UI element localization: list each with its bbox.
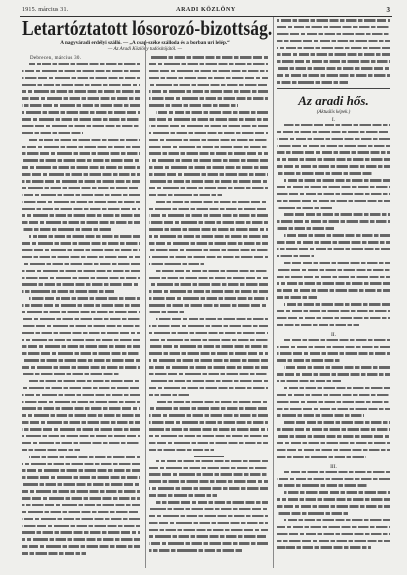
text-line: [277, 74, 390, 77]
text-line: [284, 421, 390, 424]
text-line: [22, 70, 140, 73]
column-rule: [145, 40, 146, 568]
text-line: [22, 304, 140, 307]
body-paragraph: [277, 124, 390, 175]
text-line: [22, 511, 140, 514]
text-line: [277, 498, 390, 501]
text-line: [149, 132, 268, 135]
body-paragraph: [277, 387, 390, 417]
text-line: [284, 234, 390, 237]
text-line: [22, 270, 140, 273]
text-line: [22, 352, 140, 355]
text-line: [149, 529, 268, 532]
text-line: [149, 180, 268, 183]
text-line: [277, 145, 390, 148]
text-line: [284, 213, 390, 216]
text-line: [22, 407, 140, 410]
text-line: [149, 208, 268, 211]
text-line: [284, 471, 390, 474]
text-line: [149, 442, 268, 445]
body-paragraph: [149, 501, 268, 552]
text-line: [29, 456, 140, 459]
text-line: [277, 81, 348, 84]
body-paragraph: [277, 262, 390, 299]
text-line: [149, 304, 268, 307]
text-line: [22, 325, 140, 328]
text-line: [149, 63, 268, 66]
text-line: [284, 519, 390, 522]
text-line: [149, 84, 268, 87]
text-line: [277, 380, 341, 383]
text-line: [29, 63, 140, 66]
text-line: [22, 159, 140, 162]
text-line: [156, 270, 268, 273]
text-line: [277, 310, 390, 313]
text-line: [277, 442, 390, 445]
text-line: [277, 324, 359, 327]
text-line: [22, 545, 140, 548]
body-paragraph: [22, 139, 140, 231]
text-line: [149, 414, 268, 417]
text-line: [149, 283, 268, 286]
text-line: [149, 249, 268, 252]
text-line: [149, 159, 268, 162]
text-line: [22, 290, 114, 293]
text-line: [149, 494, 217, 497]
body-paragraph: [149, 201, 268, 266]
text-line: [22, 483, 140, 486]
text-line: [284, 303, 390, 306]
masthead: [22, 6, 390, 15]
text-line: [149, 332, 268, 335]
body-paragraph: [149, 111, 268, 196]
article-subhead: A nagyváradi erdélyi szálló. — „A csap-széke szálloda és a borban uri lelép.“: [60, 40, 230, 46]
text-line: [29, 235, 140, 238]
text-line: [22, 311, 140, 314]
body-paragraph: [277, 339, 390, 362]
left-column: [22, 56, 140, 559]
text-line: [277, 60, 390, 63]
right-column-continued-text: [277, 19, 390, 84]
text-line: [149, 311, 185, 314]
text-line: [149, 366, 268, 369]
text-line: [22, 152, 140, 155]
text-line: [22, 249, 140, 252]
text-line: [22, 387, 140, 390]
body-paragraph: [149, 56, 268, 107]
text-line: [22, 373, 119, 376]
text-line: [22, 463, 140, 466]
text-line: [22, 339, 140, 342]
text-line: [277, 269, 390, 272]
text-line: [277, 346, 390, 349]
body-paragraph: [149, 460, 268, 497]
text-line: [149, 277, 268, 280]
text-line: [29, 139, 140, 142]
text-line: [22, 97, 140, 100]
text-line: [277, 276, 390, 279]
text-line: [22, 90, 140, 93]
text-line: [149, 542, 268, 545]
issue-date: 1915. március 31.: [22, 7, 69, 13]
text-line: [149, 97, 268, 100]
text-line: [277, 255, 314, 258]
text-line: [22, 518, 140, 521]
text-line: [277, 151, 390, 154]
middle-column-body: [149, 56, 268, 451]
text-line: [22, 421, 140, 424]
text-line: [284, 179, 390, 182]
text-line: [22, 504, 140, 507]
text-line: [156, 111, 268, 114]
text-line: [277, 26, 390, 29]
text-line: [277, 373, 390, 376]
text-line: [277, 546, 371, 549]
text-line: [22, 283, 140, 286]
text-line: [277, 505, 390, 508]
text-line: [149, 487, 268, 490]
text-line: [284, 491, 390, 494]
text-line: [22, 332, 140, 335]
text-line: [149, 467, 268, 470]
text-line: [22, 263, 140, 266]
text-line: [22, 401, 140, 404]
middle-column-second-article: [149, 460, 268, 552]
text-line: [22, 538, 140, 541]
text-line: [22, 366, 140, 369]
text-line: [22, 187, 140, 190]
text-line: [149, 373, 268, 376]
text-line: [149, 380, 268, 383]
text-line: [149, 70, 268, 73]
text-line: [149, 152, 268, 155]
text-line: [277, 435, 390, 438]
text-line: [277, 207, 332, 210]
text-line: [149, 104, 238, 107]
text-line: [22, 132, 83, 135]
text-line: [149, 549, 242, 552]
text-line: [149, 290, 268, 293]
text-line: [149, 242, 268, 245]
text-line: [277, 248, 390, 251]
text-line: [149, 421, 268, 424]
text-line: [156, 201, 268, 204]
feature-subtitle: (Aktuális képek.): [316, 109, 351, 115]
section-number: I.: [331, 116, 336, 123]
body-paragraph: [22, 380, 140, 451]
text-line: [22, 173, 140, 176]
text-line: [22, 166, 140, 169]
text-line: [22, 525, 140, 528]
text-line: [277, 33, 390, 36]
text-line: [22, 256, 140, 259]
text-line: [149, 235, 268, 238]
text-line: [149, 187, 268, 190]
text-line: [277, 67, 390, 70]
text-line: [22, 552, 86, 555]
text-line: [149, 297, 268, 300]
text-line: [277, 352, 390, 355]
text-line: [29, 297, 140, 300]
text-line: [22, 345, 140, 348]
text-line: [22, 442, 140, 445]
text-line: [277, 138, 390, 141]
text-line: [277, 227, 334, 230]
body-paragraph: [149, 401, 268, 452]
text-line: [22, 194, 140, 197]
text-line: [22, 394, 140, 397]
text-line: [22, 476, 140, 479]
text-line: [156, 318, 268, 321]
text-line: [277, 220, 390, 223]
newspaper-name: ARADI KÖZLÖNY: [176, 7, 236, 13]
article-byline: — Az Aradi Közlöny tudósítójától. —: [107, 47, 183, 52]
text-line: [22, 414, 140, 417]
text-line: [277, 47, 390, 50]
middle-column: [149, 56, 268, 556]
text-line: [284, 387, 390, 390]
body-paragraph: [277, 491, 390, 514]
text-line: [22, 359, 140, 362]
article-dateline: Debrecen, március 30.: [30, 56, 82, 61]
text-line: [277, 200, 390, 203]
text-line: [149, 394, 189, 397]
text-line: [22, 221, 140, 224]
text-line: [22, 242, 140, 245]
text-line: [149, 480, 268, 483]
text-line: [22, 84, 140, 87]
section-number: II.: [330, 331, 337, 338]
text-line: [277, 317, 390, 320]
text-line: [22, 214, 140, 217]
text-line: [277, 359, 340, 362]
text-line: [22, 201, 140, 204]
text-line: [277, 408, 390, 411]
text-line: [149, 228, 268, 231]
text-line: [22, 497, 140, 500]
text-line: [149, 56, 268, 59]
text-line: [149, 221, 268, 224]
text-line: [149, 139, 268, 142]
text-line: [156, 401, 268, 404]
text-line: [277, 428, 390, 431]
text-line: [277, 186, 390, 189]
text-line: [277, 533, 390, 536]
text-line: [149, 535, 268, 538]
text-line: [149, 90, 268, 93]
body-paragraph: [277, 471, 390, 487]
body-paragraph: [22, 63, 140, 134]
text-line: [22, 277, 140, 280]
text-line: [277, 414, 364, 417]
text-line: [277, 540, 390, 543]
body-paragraph: [277, 519, 390, 549]
text-line: [149, 214, 268, 217]
text-line: [277, 158, 390, 161]
text-line: [277, 53, 390, 56]
text-line: [149, 263, 204, 266]
body-paragraph: [149, 318, 268, 396]
text-line: [277, 484, 367, 487]
text-line: [149, 345, 268, 348]
text-line: [277, 19, 390, 22]
text-line: [22, 125, 140, 128]
text-line: [149, 522, 268, 525]
text-line: [149, 194, 222, 197]
text-line: [149, 449, 214, 452]
text-line: [156, 501, 268, 504]
body-paragraph: [277, 421, 390, 458]
text-line: [149, 146, 268, 149]
text-line: [277, 131, 390, 134]
text-line: [22, 146, 140, 149]
article-headline: Letartóztatott lósorozó-bizottság.: [22, 16, 273, 40]
body-paragraph: [149, 270, 268, 314]
text-line: [284, 124, 390, 127]
text-line: [22, 531, 140, 534]
text-line: [149, 352, 268, 355]
text-line: [149, 256, 268, 259]
text-line: [149, 473, 268, 476]
text-line: [22, 228, 111, 231]
body-paragraph: [22, 235, 140, 293]
text-line: [277, 456, 366, 459]
feature-title: Az aradi hős.: [298, 92, 369, 108]
text-line: [149, 339, 268, 342]
text-line: [22, 180, 140, 183]
text-line: [29, 380, 140, 383]
page-number: 3: [386, 6, 390, 14]
text-line: [284, 339, 390, 342]
text-line: [277, 165, 390, 168]
text-line: [277, 193, 390, 196]
text-line: [22, 118, 140, 121]
text-line: [156, 460, 268, 463]
text-line: [277, 478, 390, 481]
text-line: [149, 387, 268, 390]
text-line: [22, 449, 80, 452]
text-line: [149, 435, 268, 438]
section-number: III.: [330, 463, 337, 470]
text-line: [149, 359, 268, 362]
text-line: [22, 111, 140, 114]
feature-section-body: [277, 339, 390, 459]
text-line: [277, 401, 390, 404]
text-line: [149, 125, 268, 128]
feature-section-body: [277, 471, 390, 549]
text-line: [284, 262, 390, 265]
body-paragraph: [277, 179, 390, 209]
body-paragraph: [277, 303, 390, 326]
feature-section-body: [277, 124, 390, 326]
body-paragraph: [277, 19, 390, 84]
text-line: [149, 428, 268, 431]
text-line: [22, 77, 140, 80]
text-line: [149, 173, 268, 176]
body-paragraph: [22, 297, 140, 375]
text-line: [277, 282, 390, 285]
text-line: [149, 515, 268, 518]
text-line: [149, 508, 268, 511]
text-line: [149, 407, 268, 410]
text-line: [149, 325, 268, 328]
text-line: [277, 241, 390, 244]
text-line: [277, 394, 390, 397]
body-paragraph: [22, 456, 140, 555]
right-column: [277, 19, 390, 553]
text-line: [22, 104, 140, 107]
text-line: [22, 490, 140, 493]
text-line: [277, 449, 390, 452]
text-line: [22, 435, 140, 438]
text-line: [149, 118, 268, 121]
body-paragraph: [277, 366, 390, 382]
text-line: [149, 77, 268, 80]
text-line: [149, 166, 268, 169]
text-line: [277, 40, 390, 43]
text-line: [22, 208, 140, 211]
text-line: [22, 428, 140, 431]
text-line: [277, 296, 317, 299]
text-line: [277, 289, 390, 292]
text-line: [277, 526, 390, 529]
feature-rule: [277, 88, 390, 89]
body-paragraph: [277, 213, 390, 229]
text-line: [22, 469, 140, 472]
text-line: [277, 512, 348, 515]
article-divider: [194, 456, 224, 457]
text-line: [22, 318, 140, 321]
body-paragraph: [277, 234, 390, 257]
left-column-body: [22, 63, 140, 555]
column-rule: [273, 17, 274, 568]
text-line: [284, 366, 390, 369]
text-line: [277, 172, 372, 175]
